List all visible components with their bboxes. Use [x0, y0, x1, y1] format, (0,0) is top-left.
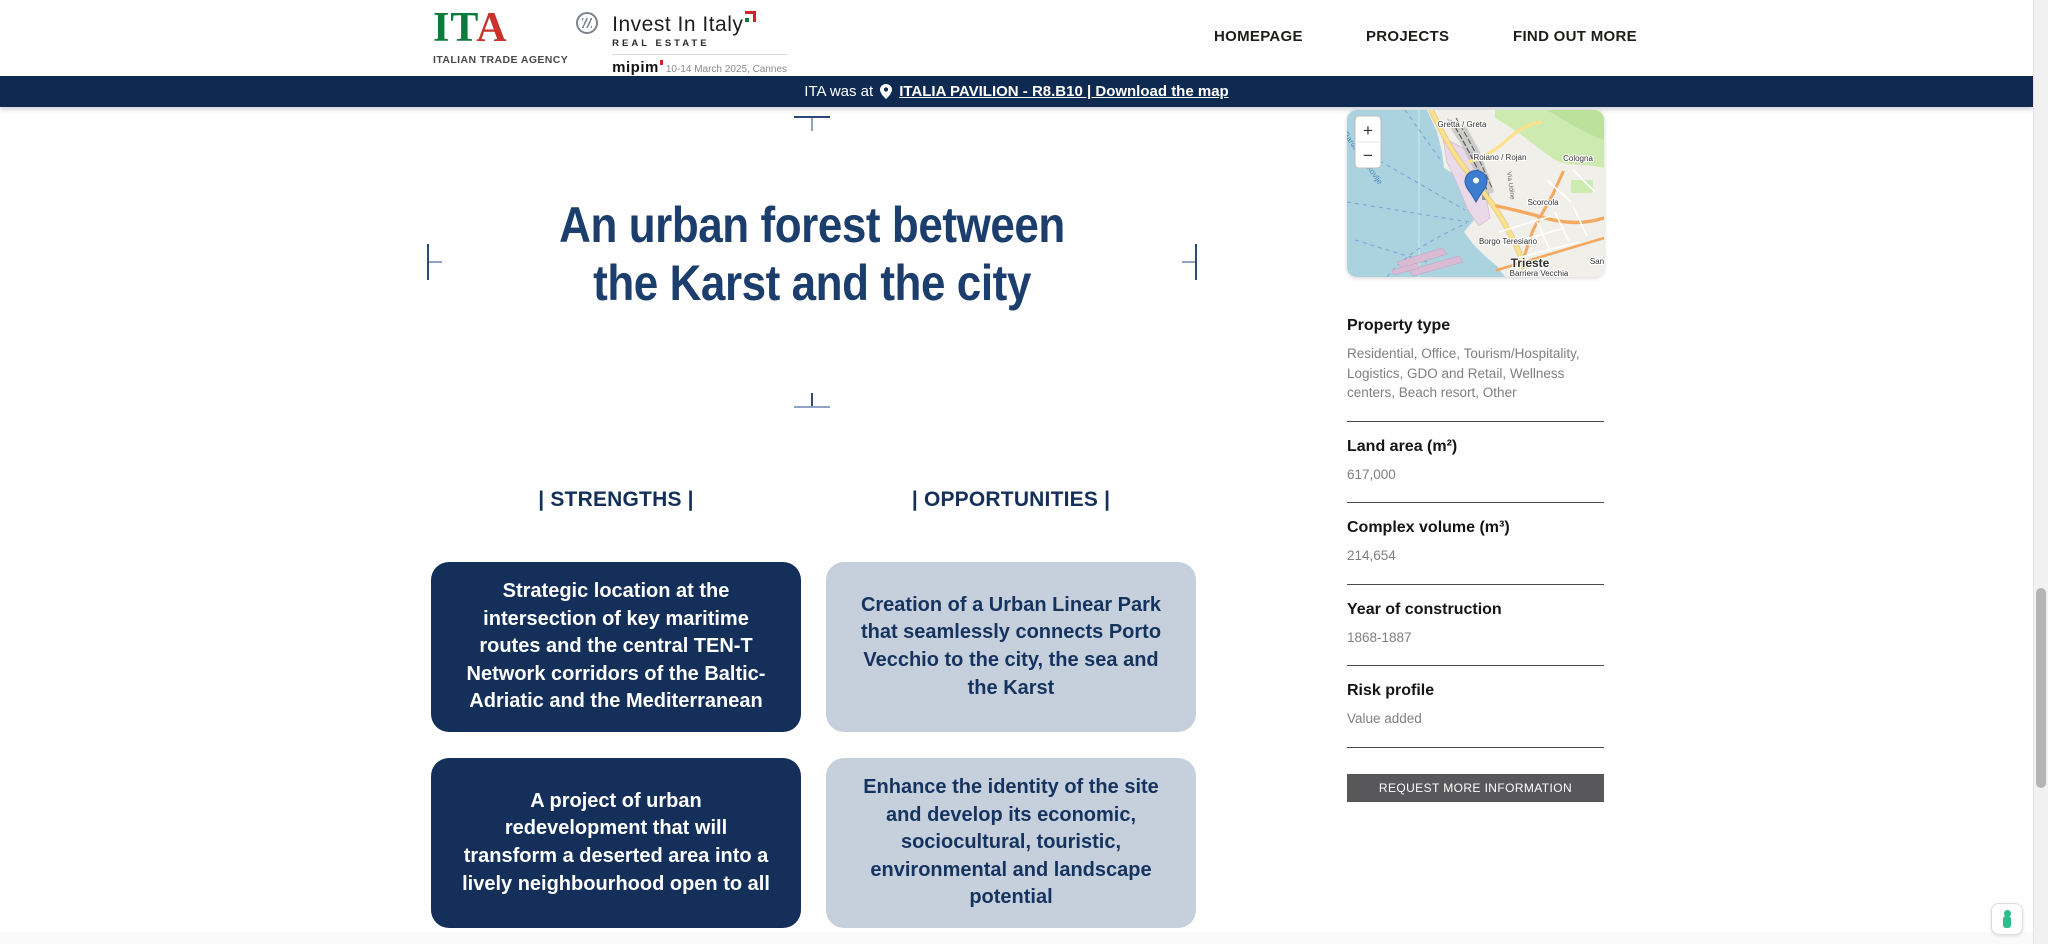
nav-homepage[interactable]: HOMEPAGE [1214, 28, 1303, 45]
brand-arrow-icon [745, 11, 756, 22]
strength-card-2: A project of urban redevelopment that will transform a deserted area into a lively neighbourhood open to all [431, 758, 801, 928]
field-label: Land area (m²) [1347, 437, 1458, 455]
field-property-type [1347, 317, 1604, 422]
ita-logo [433, 5, 569, 76]
field-complex-volume [1347, 519, 1604, 585]
crop-mark-bottom-icon [794, 372, 830, 408]
field-land-area [1347, 438, 1604, 504]
map-label-cologna: Cologna [1563, 154, 1593, 163]
nav-projects[interactable]: PROJECTS [1366, 28, 1450, 45]
field-label: Year of construction [1347, 600, 1502, 618]
banner-text: ITA was at [804, 83, 874, 100]
field-value: 617,000 [1347, 466, 1396, 482]
strength-card-1: Strategic location at the intersection of key maritime routes and the central TEN-T Network corridors of the Baltic-Adriatic and the Mediterranean [431, 562, 801, 732]
map-label-via-udine: Via Udine [1505, 171, 1516, 201]
zoom-out-button[interactable]: − [1363, 146, 1373, 165]
map-label-gretta: Gretta / Greta [1437, 120, 1487, 129]
field-risk-profile [1347, 682, 1604, 748]
map-label-san: San [1589, 257, 1604, 266]
opportunities-heading: | OPPORTUNITIES | [911, 488, 1111, 511]
crop-mark-top-icon [794, 116, 830, 152]
crop-mark-right-icon [1161, 244, 1197, 280]
ita-emblem-icon [576, 12, 598, 34]
strengths-heading: | STRENGTHS | [538, 488, 694, 511]
field-value: 1868-1887 [1347, 629, 1412, 645]
opportunity-card-1: Creation of a Urban Linear Park that seamlessly connects Porto Vecchio to the city, the sea and the Karst [826, 562, 1196, 732]
map-pin-icon [880, 84, 892, 99]
field-value: 214,654 [1347, 548, 1396, 564]
field-value: Value added [1347, 711, 1422, 727]
mipim-logo: mipim [612, 59, 659, 76]
logo[interactable] [433, 5, 788, 76]
field-label: Complex volume (m³) [1347, 519, 1510, 537]
field-label: Property type [1347, 317, 1451, 334]
crop-mark-left-icon [427, 244, 463, 280]
property-sidebar [1347, 110, 1604, 802]
location-map[interactable] [1347, 110, 1604, 277]
accessibility-person-icon [2002, 910, 2012, 928]
scrollbar-track[interactable] [2033, 0, 2048, 944]
main-nav [1214, 28, 1637, 45]
map-zoom-control [1355, 116, 1381, 168]
field-year-of-construction [1347, 601, 1604, 667]
page-title-line1: An urban forest between [559, 197, 1065, 253]
page-title [504, 196, 1120, 312]
banner-download-link[interactable]: ITALIA PAVILION - R8.B10 | Download the map [899, 83, 1229, 100]
map-label-scorcola: Scorcola [1527, 198, 1559, 207]
page-title-line2: the Karst and the city [593, 255, 1031, 311]
scrollbar-thumb[interactable] [2036, 588, 2046, 788]
ita-letters: ITA [433, 5, 508, 51]
brand-subtitle: REAL ESTATE [612, 38, 710, 49]
field-label: Risk profile [1347, 682, 1435, 700]
map-label-barriera: Barriera Vecchia [1509, 269, 1569, 277]
logo-divider [612, 54, 787, 55]
brand-title: Invest In Italy [612, 13, 744, 36]
opportunity-card-2: Enhance the identity of the site and develop its economic, sociocultural, touristic, environmental and landscape potential [826, 758, 1196, 928]
field-value: Residential, Office, Tourism/Hospitality, Logistics, GDO and Retail, Wellness centers, Beach resort, Other [1347, 346, 1580, 401]
event-banner [0, 76, 2033, 107]
property-fields [1347, 317, 1604, 802]
map-label-borgo: Borgo Teresiano [1478, 237, 1538, 246]
map-label-trieste: Trieste [1510, 256, 1550, 270]
nav-find-out-more[interactable]: FIND OUT MORE [1513, 28, 1637, 45]
zoom-in-button[interactable]: + [1363, 121, 1373, 140]
invest-in-italy-logo [612, 8, 787, 76]
bottom-band [0, 932, 2033, 944]
request-more-information-button[interactable]: REQUEST MORE INFORMATION [1347, 774, 1604, 802]
accessibility-widget-button[interactable] [1991, 903, 2023, 935]
header [0, 0, 2048, 76]
ita-tagline: ITALIAN TRADE AGENCY [433, 54, 569, 66]
mipim-event: 10-14 March 2025, Cannes [665, 64, 788, 75]
map-label-roiano: Roiano / Rojan [1473, 153, 1527, 162]
